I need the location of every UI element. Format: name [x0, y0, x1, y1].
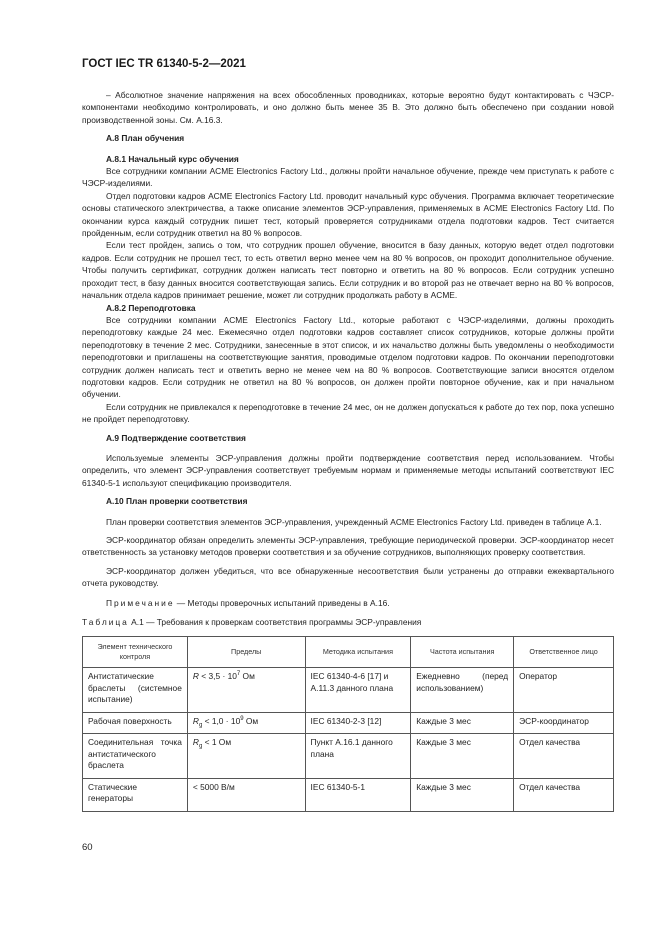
table-row [83, 734, 614, 779]
frequency-cell: Каждые 3 мес [411, 734, 514, 779]
limit-exponent: 9 [240, 716, 244, 723]
table-caption-text: А.1 — Требования к проверкам соответствия программы ЭСР-управления [128, 617, 422, 628]
limit-symbol: R [192, 737, 199, 748]
note-text: — Методы проверочных испытаний приведены в А.16. [174, 597, 390, 608]
section-a8-1-paragraph-1: Все сотрудники компании ACME Electronics Factory Ltd., должны пройти начальное обучение, прежде чем приступать к работе с ЧЭСР-изделиями. [82, 166, 614, 189]
frequency-cell: Ежедневно (перед использованием) [411, 668, 514, 713]
table-header-cell: Частота испытания [411, 637, 514, 668]
limit-subscript: g [198, 722, 203, 729]
method-cell: IEC 61340-4-6 [17] и А.11.3 данного плана [305, 668, 411, 713]
limit-cell: < 5000 В/м [187, 778, 305, 811]
page-number: 60 [82, 842, 93, 853]
limit-subscript: g [198, 744, 203, 751]
section-a8-heading: А.8 План обучения [106, 133, 185, 144]
section-a8-1-paragraph-3: Если тест пройден, запись о том, что сотрудник прошел обучение, вносится в базу данных, которую ведет отдел подготовки кадров. Если сотрудник не прошел тест, то есть ответил верно менее чем на 80 % вопросов, он проходит дополнительное обучение. Чтобы получить сертификат, сотрудник должен написать тест повторно и ответить на 80 % вопросов. Если сотрудник успешно проходит тест, в базу данных вносится соответствующая запись. Если сотрудник и во второй раз не отвечает верно на 80 % вопросов, начальник отдела кадров принимает решение, может ли сотрудник продолжать работу в ACME. [82, 240, 614, 301]
responsible-cell: Отдел качества [514, 734, 614, 779]
section-a10-heading: А.10 План проверки соответствия [106, 496, 248, 507]
limit-value: < 3,5 · 10 [198, 671, 237, 682]
method-cell: Пункт А.16.1 данного плана [305, 734, 411, 779]
document-header: ГОСТ IEC TR 61340-5-2—2021 [82, 58, 246, 70]
limit-value: < 1,0 · 10 [202, 715, 241, 726]
responsible-cell: Оператор [514, 668, 614, 713]
limit-unit: Ом [243, 715, 259, 726]
frequency-cell: Каждые 3 мес [411, 712, 514, 734]
section-a8-1-paragraph-2: Отдел подготовки кадров ACME Electronics Factory Ltd. проводит начальный курс обучения. Программа включает теоретические основы статического электричества, а также описание элементов ЭСР-управления, применяемых в ACME Electronics Factory Ltd. По окончании курса каждый сотрудник пишет тест, который проверяется сотрудниками отдела подготовки кадров. Тест считается пройденным, если сотрудник ответил на 80 % вопросов. [82, 190, 614, 239]
method-cell: IEC 61340-2-3 [12] [305, 712, 411, 734]
table-header-cell: Элемент технического контроля [83, 637, 188, 668]
document-body [82, 89, 614, 812]
section-a10-paragraph-2: ЭСР-координатор обязан определить элементы ЭСР-управления, требующие периодической проверки. ЭСР-координатор несет ответственность за установку методов проверки соответствия и за обучение сотрудников, выполняющих проверку соответствия. [82, 535, 614, 558]
limit-unit: Ом [240, 671, 255, 682]
section-a10-paragraph-3: ЭСР-координатор должен убедиться, что все обнаруженные несоответствия были устранены до отправки ежеквартального отчета руководству. [82, 565, 614, 589]
limit-symbol: R [192, 671, 199, 682]
table-caption-label: Таблица [82, 617, 129, 628]
table-caption [82, 616, 614, 628]
element-cell: Антистатические браслеты (системное испытание) [83, 668, 188, 713]
limit-cell [187, 712, 305, 734]
table-header-cell: Пределы [187, 637, 305, 668]
compliance-table [82, 636, 614, 812]
responsible-cell: Отдел качества [514, 778, 614, 811]
element-cell: Соединительная точка антистатического браслета [83, 734, 188, 779]
note [82, 597, 614, 609]
section-a9-heading: А.9 Подтверждение соответствия [106, 432, 246, 443]
element-cell: Статические генераторы [83, 778, 188, 811]
table-header-row [83, 637, 614, 668]
limit-symbol: R [192, 715, 199, 726]
responsible-cell: ЭСР-координатор [514, 712, 614, 734]
element-cell: Рабочая поверхность [83, 712, 188, 734]
table-header-cell: Методика испытания [305, 637, 411, 668]
limit-value: < 1 Ом [202, 737, 232, 748]
limit-exponent: 7 [236, 671, 241, 678]
table-row [83, 668, 614, 713]
note-label: Примечание [106, 597, 175, 608]
limit-cell [187, 734, 305, 779]
table-row [83, 712, 614, 734]
section-a8-2-paragraph-1: Все сотрудники компании ACME Electronics Factory Ltd., которые работают с ЧЭСР-изделиями, должны проходить переподготовку каждые 24 мес. Ежемесячно отдел подготовки кадров составляет список сотрудников, которые должны пройти переподготовку в течение 2 мес. Сотрудники, занесенные в этот список, и их начальство должны быть уведомлены о необходимости переподготовки и приглашены на соответствующие занятия, проводимые отделом подготовки кадров. По окончании переподготовки сотрудник должен написать тест и ответить верно не менее чем на 80 % вопросов. Соответствующие записи вносятся отделом подготовки кадров. Если сотрудник не ответил на 80 % вопросов, он должен пройти повторное обучение, как и при начальном обучении. [82, 314, 614, 400]
table-row [83, 778, 614, 811]
section-a10-paragraph-1: План проверки соответствия элементов ЭСР-управления, учрежденный ACME Electronics Factory Ltd. приведен в таблице А.1. [106, 516, 602, 527]
frequency-cell: Каждые 3 мес [411, 778, 514, 811]
section-a8-2-heading: А.8.2 Переподготовка [106, 302, 196, 313]
table-header-cell: Ответственное лицо [514, 637, 614, 668]
method-cell: IEC 61340-5-1 [305, 778, 411, 811]
intro-paragraph: – Абсолютное значение напряжения на всех обособленных проводниках, которые вероятно будут контактировать с ЧЭСР-компонентами необходимо контролировать, и оно должно быть менее 35 В. Это должно быть обеспечено при создании новой производственной зоны. См. А.16.3. [82, 90, 614, 125]
limit-cell [187, 668, 305, 713]
section-a8-2-paragraph-2: Если сотрудник не привлекался к переподготовке в течение 24 мес, он не должен допускаться к работе до тех пор, пока успешно не пройдет переподготовку. [82, 401, 614, 425]
section-a8-1-heading: А.8.1 Начальный курс обучения [106, 153, 239, 164]
section-a9-paragraph-1: Используемые элементы ЭСР-управления должны пройти подтверждение соответствия перед использованием. Чтобы определить, что элемент ЭСР-управления соответствует требуемым нормам и применяемые методы испытаний соответствуют IEC 61340-5-1 используют спецификацию производителя. [82, 452, 614, 488]
